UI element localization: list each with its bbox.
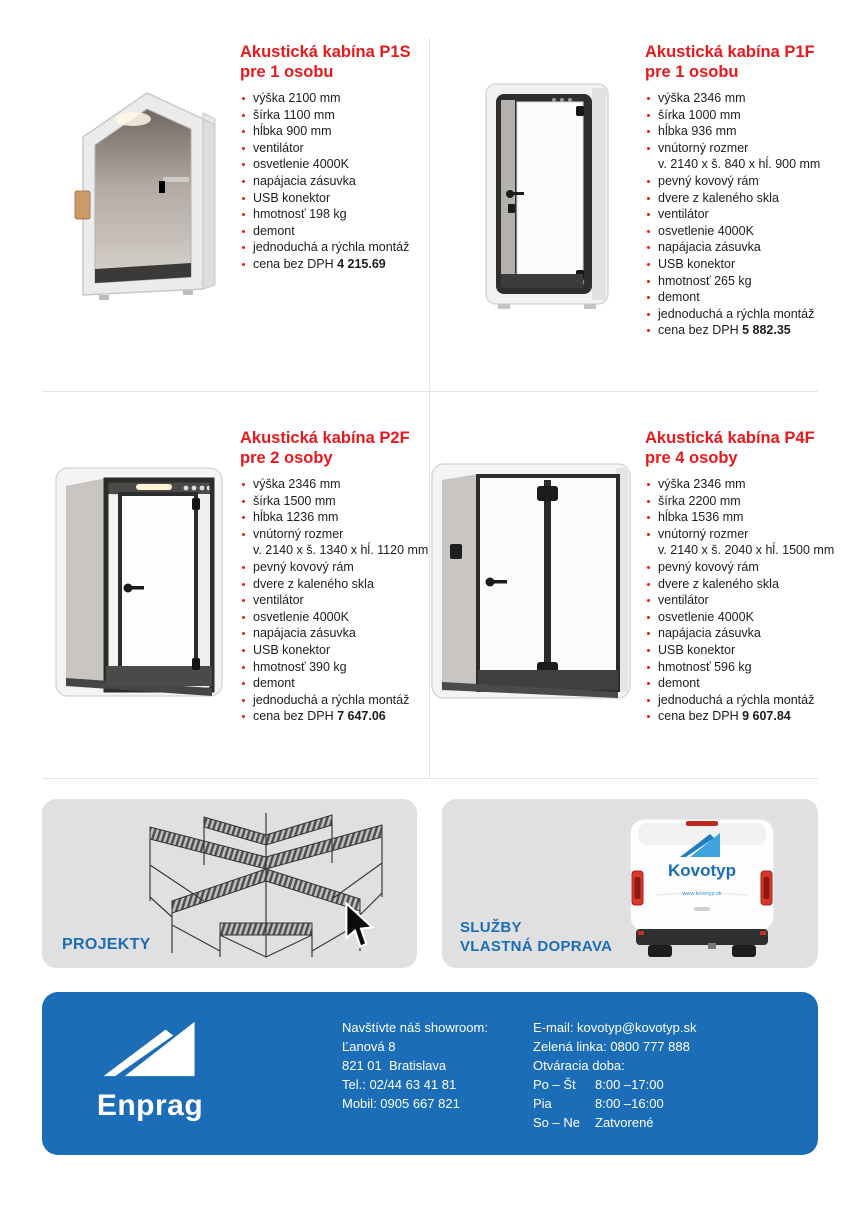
spec-item (240, 677, 440, 690)
spec-item (645, 594, 845, 607)
spec-item (645, 578, 845, 591)
spec-item (240, 125, 440, 138)
product-title-line2: pre 1 osobu (645, 63, 739, 81)
bullet-icon (242, 682, 245, 685)
footer (42, 992, 818, 1155)
spec-item (645, 561, 845, 574)
bullet-icon (647, 566, 650, 569)
spec-text: šírka 2200 mm (658, 493, 741, 508)
spec-text: USB konektor (253, 642, 331, 657)
product-title-line1: Akustická kabína P1S (240, 43, 411, 61)
spec-text: dvere z kaleného skla (658, 190, 779, 205)
spec-text: hĺbka 1236 mm (253, 510, 339, 525)
product-title-line1: Akustická kabína P2F (240, 429, 410, 447)
bullet-icon (242, 566, 245, 569)
product-title-line2: pre 4 osoby (645, 449, 738, 467)
spec-text: hmotnosť 265 kg (658, 273, 752, 288)
product-card-p1s (240, 42, 440, 275)
spec-text: pevný kovový rám (253, 559, 354, 574)
bullet-icon (647, 666, 650, 669)
spec-item (240, 225, 440, 238)
spec-text: demont (253, 676, 295, 691)
bullet-icon (242, 533, 245, 536)
hours-days: So – Ne (533, 1115, 580, 1130)
price-value: 7 647.06 (337, 709, 386, 724)
opening-hours-heading: Otváracia doba: (533, 1058, 625, 1073)
spec-item (240, 192, 440, 205)
spec-item (240, 241, 440, 254)
spec-item (645, 241, 845, 254)
hours-days: Po – Št (533, 1077, 576, 1092)
product-title-line1: Akustická kabína P1F (645, 43, 815, 61)
van-brand-text: Kovotyp (668, 861, 736, 880)
product-specs (240, 478, 440, 724)
spec-item (240, 208, 440, 221)
bullet-icon (647, 649, 650, 652)
spec-text: jednoduchá a rýchla montáž (658, 692, 815, 707)
bullet-icon (242, 500, 245, 503)
footer-contact-column (533, 1018, 783, 1132)
spec-text: ventilátor (253, 593, 304, 608)
spec-item (240, 561, 440, 574)
spec-text: dvere z kaleného skla (253, 576, 374, 591)
spec-text: napájacia zásuvka (658, 240, 761, 255)
price-label: cena bez DPH (253, 256, 338, 271)
spec-item (240, 158, 440, 171)
horizontal-divider-middle (42, 391, 818, 392)
price-line (645, 324, 845, 337)
spec-text: hmotnosť 198 kg (253, 207, 347, 222)
spec-text: osvetlenie 4000K (253, 157, 349, 172)
spec-item (240, 578, 440, 591)
product-specs (240, 92, 440, 271)
contact-email: E-mail: kovotyp@kovotyp.sk (533, 1020, 697, 1035)
product-title-line2: pre 1 osobu (240, 63, 334, 81)
spec-item (240, 627, 440, 640)
spec-subtext: v. 2140 x š. 2040 x hĺ. 1500 mm (658, 543, 835, 558)
spec-item (645, 92, 845, 105)
bullet-icon (242, 483, 245, 486)
delivery-van-illustration (622, 813, 782, 970)
bullet-icon (647, 483, 650, 486)
spec-text: hmotnosť 390 kg (253, 659, 347, 674)
bullet-icon (647, 147, 650, 150)
spec-item (645, 275, 845, 288)
services-label-line2: VLASTNÁ DOPRAVA (460, 938, 613, 955)
opening-hours-row (533, 1094, 783, 1113)
bullet-icon (647, 533, 650, 536)
bullet-icon (647, 583, 650, 586)
product-title (645, 42, 845, 82)
services-banner[interactable] (442, 799, 818, 968)
spec-item (645, 308, 845, 321)
enprag-logo-mark (100, 1018, 200, 1080)
spec-text: šírka 1100 mm (253, 107, 335, 122)
spec-text: napájacia zásuvka (253, 626, 356, 641)
bullet-icon (647, 296, 650, 299)
opening-hours-row (533, 1113, 783, 1132)
spec-item (240, 644, 440, 657)
spec-text: šírka 1500 mm (253, 493, 336, 508)
bullet-icon (647, 263, 650, 266)
spec-item (645, 142, 845, 172)
spec-item (645, 495, 845, 508)
price-label: cena bez DPH (253, 709, 338, 724)
bullet-icon (647, 313, 650, 316)
spec-text: jednoduchá a rýchla montáž (658, 306, 815, 321)
bullet-icon (647, 197, 650, 200)
services-label-line1: SLUŽBY (460, 919, 522, 936)
bullet-icon (242, 114, 245, 117)
spec-item (645, 192, 845, 205)
bullet-icon (647, 280, 650, 283)
spec-item (240, 661, 440, 674)
showroom-phone: Tel.: 02/44 63 41 81 (342, 1077, 457, 1092)
product-card-p4f (645, 428, 845, 727)
bullet-icon (242, 616, 245, 619)
spec-item (645, 258, 845, 271)
horizontal-divider-bottom (42, 778, 818, 779)
bullet-icon (647, 114, 650, 117)
product-title-line2: pre 2 osoby (240, 449, 333, 467)
spec-text: ventilátor (658, 593, 709, 608)
contact-green-line: Zelená linka: 0800 777 888 (533, 1039, 690, 1054)
price-line (240, 258, 440, 271)
spec-text: hĺbka 900 mm (253, 124, 332, 139)
hours-time: Zatvorené (595, 1115, 654, 1130)
spec-item (240, 594, 440, 607)
spec-text: vnútorný rozmer (253, 526, 344, 541)
spec-text: USB konektor (658, 642, 736, 657)
bullet-icon (242, 197, 245, 200)
bullet-icon (647, 130, 650, 133)
spec-item (645, 611, 845, 624)
spec-text: hĺbka 936 mm (658, 124, 737, 139)
spec-text: výška 2100 mm (253, 91, 341, 105)
product-title-line1: Akustická kabína P4F (645, 429, 815, 447)
spec-text: demont (253, 223, 295, 238)
bullet-icon (647, 180, 650, 183)
bullet-icon (242, 147, 245, 150)
price-value: 5 882.35 (742, 323, 791, 338)
spec-text: jednoduchá a rýchla montáž (253, 240, 410, 255)
cursor-icon (345, 902, 377, 955)
product-title (240, 42, 440, 82)
bullet-icon (647, 329, 650, 332)
spec-item (240, 92, 440, 105)
hours-days: Pia (533, 1096, 552, 1111)
bullet-icon (242, 246, 245, 249)
projects-banner[interactable] (42, 799, 417, 968)
bullet-icon (242, 649, 245, 652)
spec-text: demont (658, 290, 700, 305)
spec-item (645, 677, 845, 690)
showroom-heading: Navštívte náš showroom: (342, 1020, 488, 1035)
spec-text: výška 2346 mm (253, 477, 341, 491)
spec-item (645, 627, 845, 640)
spec-item (645, 478, 845, 491)
bullet-icon (647, 230, 650, 233)
spec-text: napájacia zásuvka (658, 626, 761, 641)
spec-item (645, 644, 845, 657)
bullet-icon (647, 632, 650, 635)
bullet-icon (242, 666, 245, 669)
spec-item (645, 208, 845, 221)
product-photo-p4f (426, 450, 642, 713)
spec-text: výška 2346 mm (658, 91, 746, 105)
spec-text: šírka 1000 mm (658, 107, 741, 122)
footer-showroom-column (342, 1018, 522, 1113)
spec-item (645, 125, 845, 138)
product-specs (645, 478, 845, 724)
bullet-icon (647, 213, 650, 216)
spec-text: hĺbka 1536 mm (658, 510, 744, 525)
spec-item (645, 528, 845, 558)
bullet-icon (647, 715, 650, 718)
bullet-icon (242, 699, 245, 702)
hours-time: 8:00 –17:00 (595, 1077, 664, 1092)
bullet-icon (242, 213, 245, 216)
product-photo-p2f (48, 452, 230, 713)
spec-text: osvetlenie 4000K (658, 609, 754, 624)
spec-text: vnútorný rozmer (658, 526, 749, 541)
spec-item (240, 511, 440, 524)
spec-text: jednoduchá a rýchla montáž (253, 692, 410, 707)
spec-item (240, 142, 440, 155)
bullet-icon (242, 130, 245, 133)
spec-text: USB konektor (253, 190, 331, 205)
spec-text: napájacia zásuvka (253, 173, 356, 188)
spec-text: hmotnosť 596 kg (658, 659, 752, 674)
spec-text: ventilátor (253, 140, 304, 155)
price-value: 9 607.84 (742, 709, 791, 724)
product-title (645, 428, 845, 468)
showroom-city: 821 01 Bratislava (342, 1058, 447, 1073)
product-title (240, 428, 440, 468)
bullet-icon (242, 230, 245, 233)
bullet-icon (647, 500, 650, 503)
showroom-street: Ľanová 8 (342, 1039, 396, 1054)
services-label (460, 918, 612, 956)
price-line (645, 710, 845, 723)
spec-text: dvere z kaleného skla (658, 576, 779, 591)
spec-item (240, 175, 440, 188)
bullet-icon (242, 516, 245, 519)
spec-item (240, 109, 440, 122)
price-value: 4 215.69 (337, 256, 386, 271)
spec-text: pevný kovový rám (658, 173, 759, 188)
spec-item (645, 109, 845, 122)
enprag-logo (50, 1018, 250, 1123)
spec-item (240, 611, 440, 624)
bullet-icon (242, 180, 245, 183)
enprag-brand-text: Enprag (96, 1089, 204, 1122)
product-card-p2f (240, 428, 440, 727)
spec-item (645, 694, 845, 707)
spec-item (645, 175, 845, 188)
price-label: cena bez DPH (658, 709, 743, 724)
product-photo-p1s (55, 73, 227, 310)
product-card-p1f (645, 42, 845, 341)
van-url-text: www.kovotyp.sk (682, 891, 722, 897)
bullet-icon (242, 163, 245, 166)
spec-item (240, 694, 440, 707)
bullet-icon (242, 97, 245, 100)
bullet-icon (242, 583, 245, 586)
bullet-icon (647, 97, 650, 100)
spec-text: ventilátor (658, 207, 709, 222)
spec-text: osvetlenie 4000K (253, 609, 349, 624)
hours-time: 8:00 –16:00 (595, 1096, 664, 1111)
projects-label: PROJEKTY (62, 936, 151, 953)
bullet-icon (647, 682, 650, 685)
price-line (240, 710, 440, 723)
bullet-icon (647, 699, 650, 702)
product-specs (645, 92, 845, 338)
bullet-icon (242, 599, 245, 602)
spec-item (645, 511, 845, 524)
opening-hours-row (533, 1075, 783, 1094)
bullet-icon (647, 616, 650, 619)
spec-text: pevný kovový rám (658, 559, 759, 574)
spec-item (645, 291, 845, 304)
spec-text: výška 2346 mm (658, 477, 746, 491)
bullet-icon (242, 632, 245, 635)
spec-text: USB konektor (658, 256, 736, 271)
spec-subtext: v. 2140 x š. 1340 x hĺ. 1120 mm (253, 543, 429, 558)
spec-item (240, 495, 440, 508)
product-photo-p1f (458, 74, 630, 321)
bullet-icon (647, 246, 650, 249)
showroom-mobile: Mobil: 0905 667 821 (342, 1096, 460, 1111)
spec-text: vnútorný rozmer (658, 140, 749, 155)
bullet-icon (647, 599, 650, 602)
spec-item (240, 528, 440, 558)
spec-text: osvetlenie 4000K (658, 223, 754, 238)
spec-item (645, 661, 845, 674)
bullet-icon (647, 516, 650, 519)
spec-text: demont (658, 676, 700, 691)
spec-subtext: v. 2140 x š. 840 x hĺ. 900 mm (658, 157, 821, 172)
bullet-icon (242, 715, 245, 718)
spec-item (240, 478, 440, 491)
price-label: cena bez DPH (658, 323, 743, 338)
bullet-icon (242, 263, 245, 266)
spec-item (645, 225, 845, 238)
